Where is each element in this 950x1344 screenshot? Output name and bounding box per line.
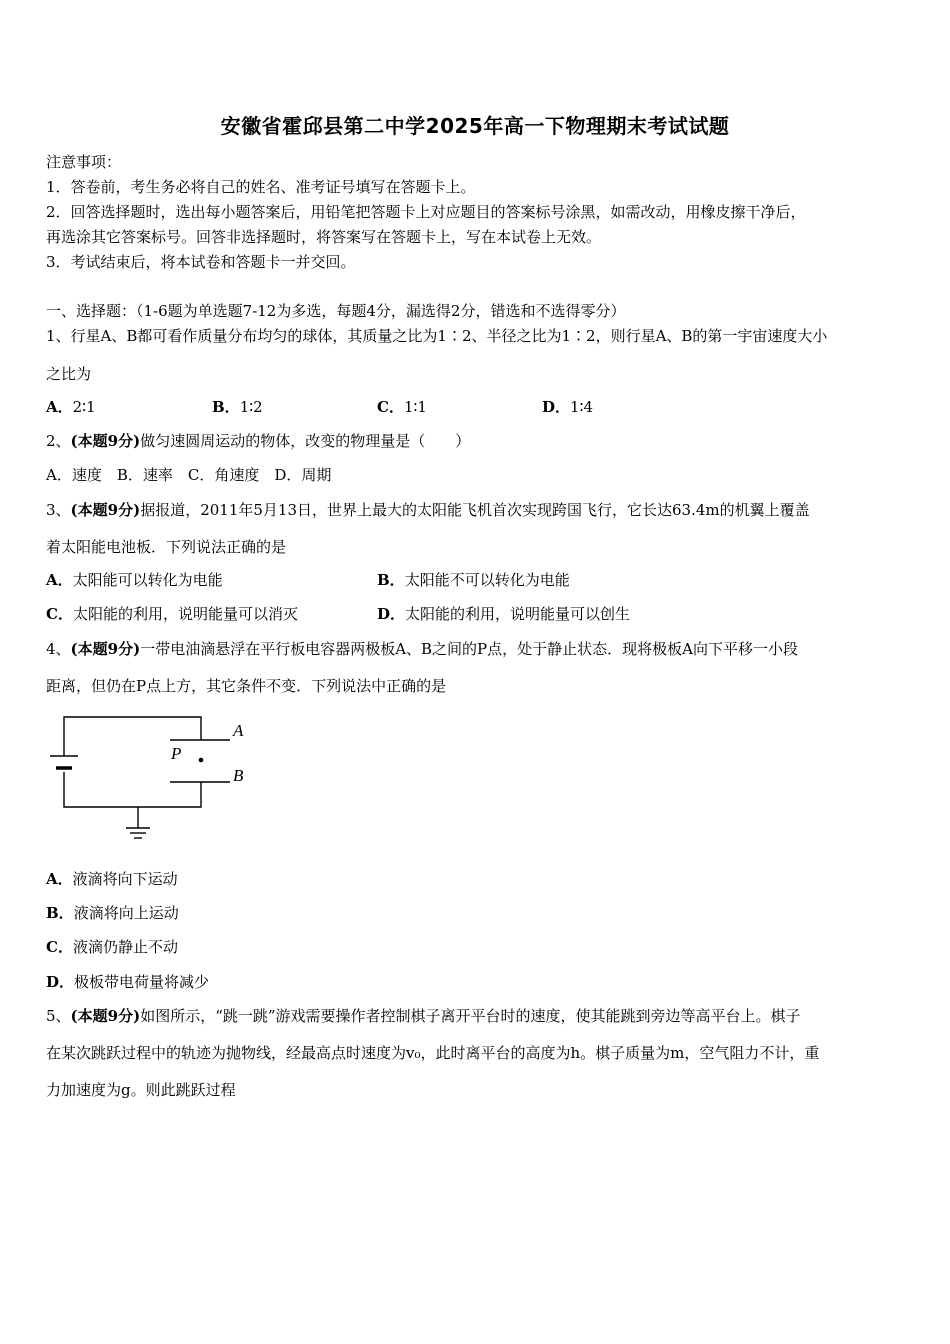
q4-option-c: C．液滴仍静止不动	[46, 938, 178, 956]
notice-item-3: 3．考试结束后，将本试卷和答题卡一并交回。	[46, 253, 356, 271]
q3-option-b: B．太阳能不可以转化为电能	[377, 571, 570, 589]
notice-item-1: 1．答卷前，考生务必将自己的姓名、准考证号填写在答题卡上。	[46, 178, 476, 196]
label-b: B	[233, 766, 244, 785]
label-a: A	[233, 721, 244, 740]
q4-stem-cont: 距离，但仍在P点上方，其它条件不变．下列说法中正确的是	[46, 677, 447, 695]
notice-item-2-cont: 再选涂其它答案标号。回答非选择题时，将答案写在答题卡上，写在本试卷上无效。	[46, 228, 602, 246]
q3-option-c: C．太阳能的利用，说明能量可以消灭	[46, 605, 298, 623]
capacitor-circuit-figure	[46, 708, 276, 848]
section-heading: 一、选择题：（1-6题为单选题7-12为多选，每题4分，漏选得2分，错选和不选得零分）	[46, 302, 626, 320]
q4-option-b: B．液滴将向上运动	[46, 904, 179, 922]
q3-option-a: A．太阳能可以转化为电能	[46, 571, 223, 589]
label-p: P	[171, 744, 182, 763]
q3-stem-cont: 着太阳能电池板．下列说法正确的是	[46, 538, 287, 556]
q1-option-a: A．2∶1	[46, 398, 96, 416]
q5-stem-cont: 在某次跳跃过程中的轨迹为抛物线，经最高点时速度为v₀，此时离平台的高度为h。棋子质量为m，空气阻力不计，重	[46, 1044, 820, 1062]
q4-option-d: D．极板带电荷量将减少	[46, 973, 210, 991]
q1-stem: 1、行星A、B都可看作质量分布均匀的球体，其质量之比为1∶2、半径之比为1∶2，则行星A、B的第一宇宙速度大小	[46, 327, 828, 345]
page-title: 安徽省霍邱县第二中学2025年高一下物理期末考试试题	[220, 114, 730, 138]
q5-stem-cont-2: 力加速度为g。则此跳跃过程	[46, 1081, 236, 1099]
notice-item-2: 2．回答选择题时，选出每小题答案后，用铅笔把答题卡上对应题目的答案标号涂黑，如需改动，用橡皮擦干净后，	[46, 203, 806, 221]
circuit-wire-bottom	[64, 772, 201, 807]
q1-stem-cont: 之比为	[46, 365, 92, 383]
q1-option-b: B．1∶2	[212, 398, 263, 416]
q4-option-a: A．液滴将向下运动	[46, 870, 178, 888]
notice-heading: 注意事项：	[46, 153, 122, 171]
q5-stem: 5、(本题9分)如图所示，“跳一跳”游戏需要操作者控制棋子离开平台时的速度，使其能跳到旁边等高平台上。棋子	[46, 1007, 801, 1025]
q4-stem: 4、(本题9分)一带电油滴悬浮在平行板电容器两极板A、B之间的P点，处于静止状态．现将极板A向下平移一小段	[46, 640, 798, 658]
q3-stem: 3、(本题9分)据报道，2011年5月13日，世界上最大的太阳能飞机首次实现跨国飞行，它长达63.4m的机翼上覆盖	[46, 501, 810, 519]
q1-option-c: C．1∶1	[377, 398, 427, 416]
q2-stem: 2、(本题9分)做匀速圆周运动的物体，改变的物理量是（ ）	[46, 432, 471, 450]
oil-drop-point	[199, 758, 204, 763]
q1-option-d: D．1∶4	[542, 398, 594, 416]
q2-options: A．速度 B．速率 C．角速度 D．周期	[46, 466, 332, 484]
q3-option-d: D．太阳能的利用，说明能量可以创生	[377, 605, 631, 623]
